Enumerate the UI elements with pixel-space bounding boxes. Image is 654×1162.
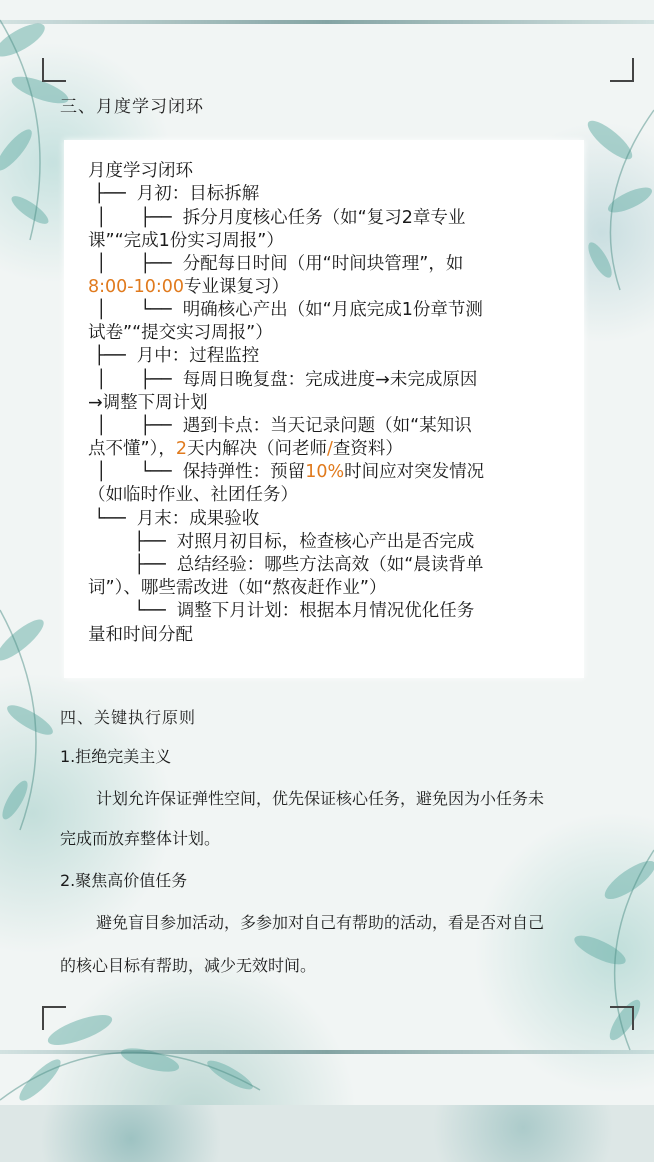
principle-2-title: 2.聚焦高价值任务 (60, 871, 188, 890)
tree-item-end-2: ├── 总结经验：哪些方法高效（如“晨读背单 (134, 555, 484, 575)
tree-node-early: ├── 月初：目标拆解 (94, 184, 260, 204)
tree-item-mid-3-cont: （如临时作业、社团任务） (88, 485, 298, 505)
corner-mark-top-right (610, 58, 634, 82)
tree-item-mid-2-cont: 点不懂”），2天内解决（问老师/查资料） (88, 439, 403, 459)
tree-item-end-2-cont: 词”）、哪些需改进（如“熬夜赶作业”） (88, 578, 387, 598)
tree-item-mid-3: │ └── 保持弹性：预留10%时间应对突发情况 (96, 462, 485, 482)
tree-node-mid: ├── 月中：过程监控 (94, 346, 260, 366)
principle-2-line-2: 的核心目标有帮助，减少无效时间。 (60, 956, 317, 975)
tree-item-early-2-cont: 8:00-10:00专业课复习） (88, 277, 290, 297)
tree-item-mid-1: │ ├── 每周日晚复盘：完成进度→未完成原因 (96, 370, 478, 390)
tree-root: 月度学习闭环 (88, 161, 193, 181)
section-title-principles: 四、关键执行原则 (60, 708, 197, 727)
tree-item-early-1-cont: 课”“完成1份实习周报”） (88, 231, 284, 251)
corner-mark-bottom-left (42, 1006, 66, 1030)
tree-node-end: └── 月末：成果验收 (94, 509, 260, 529)
next-page-preview-strip (0, 1105, 654, 1162)
tree-item-end-3: └── 调整下月计划：根据本月情况优化任务 (134, 601, 475, 621)
principle-1-title: 1.拒绝完美主义 (60, 747, 172, 766)
tree-item-end-1: ├── 对照月初目标，检查核心产出是否完成 (134, 532, 475, 552)
tree-item-early-2: │ ├── 分配每日时间（用“时间块管理”，如 (96, 254, 464, 274)
corner-mark-top-left (42, 58, 66, 82)
bottom-divider-band (0, 1050, 654, 1054)
section-title-monthly-loop: 三、月度学习闭环 (60, 97, 204, 117)
tree-item-end-3-cont: 量和时间分配 (88, 625, 193, 645)
tree-item-mid-1-cont: →调整下周计划 (88, 393, 208, 413)
tree-item-early-1: │ ├── 拆分月度核心任务（如“复习2章专业 (96, 208, 466, 228)
principle-1-line-2: 完成而放弃整体计划。 (60, 829, 221, 848)
principle-1-line-1: 计划允许保证弹性空间，优先保证核心任务，避免因为小任务未 (96, 789, 545, 808)
top-divider-band (0, 20, 654, 24)
principle-2-line-1: 避免盲目参加活动，多参加对自己有帮助的活动，看是否对自己 (96, 913, 545, 932)
monthly-loop-tree (64, 140, 584, 678)
tree-item-early-3: │ └── 明确核心产出（如“月底完成1份章节测 (96, 300, 483, 320)
tree-item-mid-2: │ ├── 遇到卡点：当天记录问题（如“某知识 (96, 416, 472, 436)
tree-item-early-3-cont: 试卷”“提交实习周报”） (88, 323, 273, 343)
corner-mark-bottom-right (610, 1006, 634, 1030)
